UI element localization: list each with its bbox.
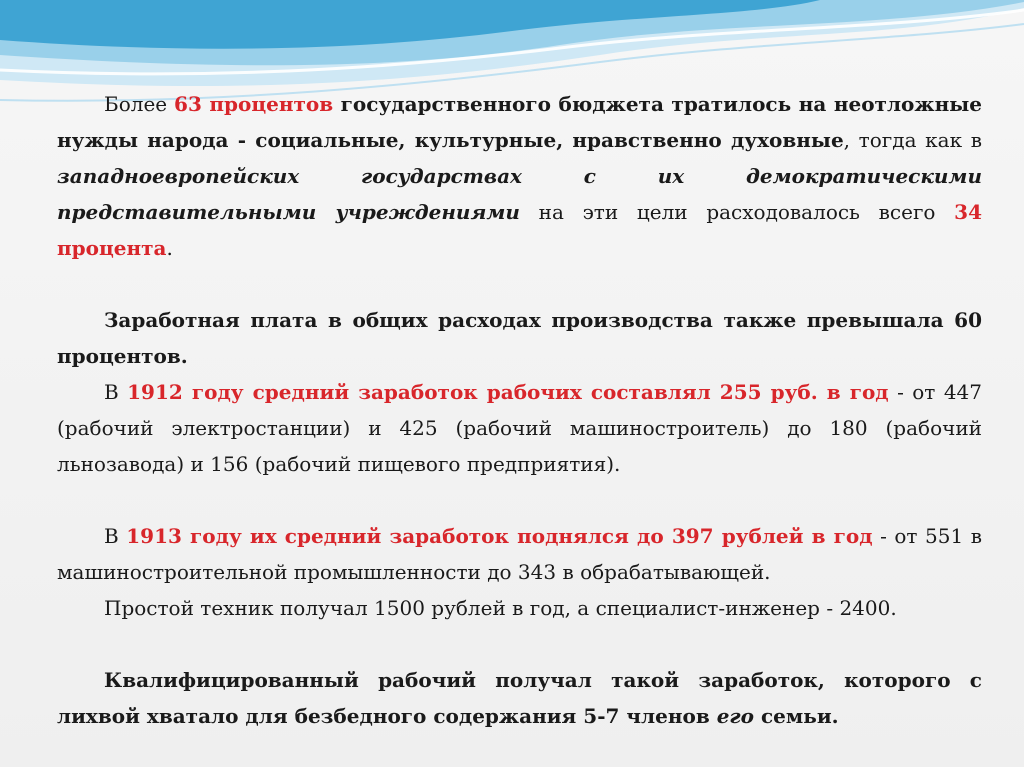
paragraph-skilled-worker: Квалифицированный рабочий получал такой заработок, которого с лихвой хватало для безбедного содержания 5-7 членов его семьи.: [57, 668, 982, 728]
slide-text: [57, 86, 982, 734]
paragraph-1912-wages: В 1912 году средний заработок рабочих составлял 255 руб. в год - от 447 (рабочий электростанции) и 425 (рабочий машиностроитель) до 180 (рабочий льнозавода) и 156 (рабочий пищевого предприятия).: [57, 380, 982, 476]
paragraph-budget: Более 63 процентов государственного бюджета тратилось на неотложные нужды народа - социальные, культурные, нравственно духовные, тогда как в западноевропейских государствах с их демократическими представительными учреждениями на эти цели расходовалось всего 34 процента.: [57, 92, 982, 260]
paragraph-gap: [57, 266, 982, 302]
paragraph-wages-share: Заработная плата в общих расходах производства также превышала 60 процентов.: [57, 308, 982, 368]
paragraph-gap: [57, 626, 982, 662]
paragraph-1913-wages: В 1913 году их средний заработок поднялся до 397 рублей в год - от 551 в машиностроительной промышленности до 343 в обрабатывающей.: [57, 524, 982, 584]
paragraph-gap: [57, 482, 982, 518]
paragraph-technician-engineer: Простой техник получал 1500 рублей в год, а специалист-инженер - 2400.: [104, 596, 897, 620]
